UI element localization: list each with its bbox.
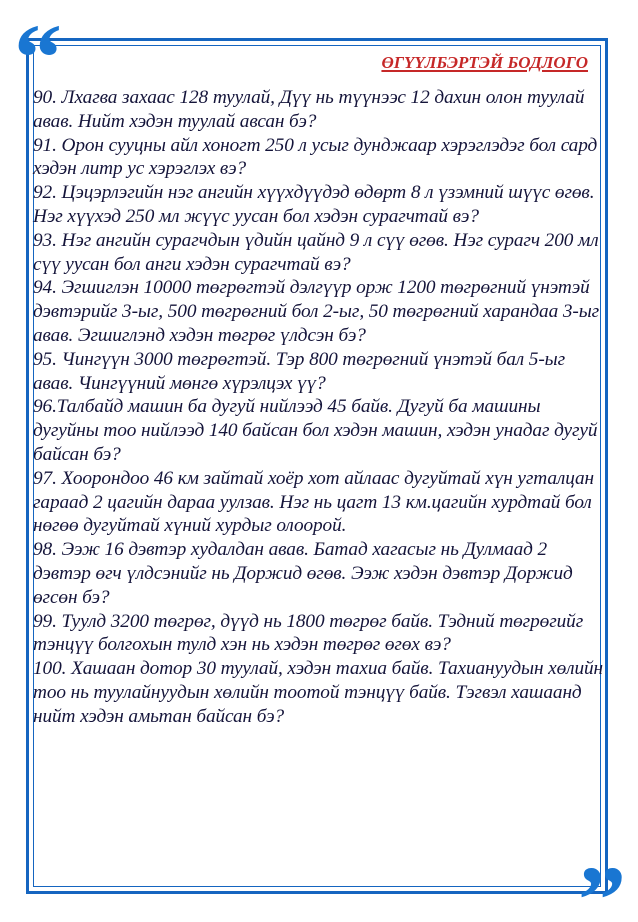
problem-list <box>33 86 605 729</box>
problem-96: 96.Талбайд машин ба дугуй нийлээд 45 байв. Дугуй ба машины дугуйны тоо нийлээд 140 байсан бол хэдэн машин, хэдэн унадаг дугуй байсан бэ? <box>33 396 598 465</box>
problem-90: 90. Лхагва захаас 128 туулай, Дүү нь түүнээс 12 дахин олон туулай авав. Нийт хэдэн туулай авсан бэ? <box>33 87 585 132</box>
problem-97: 97. Хоорондоо 46 км зайтай хоёр хот айлаас дугуйтай хүн угталцан гараад 2 цагийн дараа уулзав. Нэг нь цагт 13 км.цагийн хурдтай бол нөгөө дугуйтай хүний хурдыг олоорой. <box>33 467 594 537</box>
problem-91: 91. Орон сууцны айл хоногт 250 л усыг дунджаар хэрэглэдэг бол сард хэдэн литр ус хэрэглэх вэ? <box>33 134 598 180</box>
page-title: ӨГҮҮЛБЭРТЭЙ БОДЛОГО <box>381 53 588 72</box>
problem-93: 93. Нэг ангийн сурагчдын үдийн цайнд 9 л сүү өгөв. Нэг сурагч 200 мл сүү уусан бол анги хэдэн сурагчтай вэ? <box>33 229 599 275</box>
problem-94: 94. Эгшиглэн 10000 төгрөгтэй дэлгүүр орж 1200 төгрөгний үнэтэй дэвтэрийг 3-ыг, 500 төгрөгний бол 2-ыг, 50 төгрөгний харандаа 3-ыг авав. Эгшиглэнд хэдэн төгрөг үлдсэн бэ? <box>33 277 600 346</box>
problem-99: 99. Туулд 3200 төгрөг, дүүд нь 1800 төгрөг байв. Тэдний төгрөгийг тэнцүү болгохын тулд хэн нь хэдэн төгрөг өгөх вэ? <box>33 610 584 656</box>
problem-100: 100. Хашаан дотор 30 туулай, хэдэн тахиа байв. Тахиануудын хөлийн тоо нь туулайнуудын хөлийн тоотой тэнцүү байв. Тэгвэл хашаанд нийт хэдэн амьтан байсан бэ? <box>33 658 603 727</box>
open-quote-icon: “ <box>14 10 62 80</box>
problem-98: 98. Ээж 16 дэвтэр худалдан авав. Батад хагасыг нь Дулмаад 2 дэвтэр өгч үлдсэнийг нь Доржид өгөв. Ээж хэдэн дэвтэр Доржид өгсөн бэ? <box>33 539 573 608</box>
problem-92: 92. Цэцэрлэгийн нэг ангийн хүүхдүүдэд өдөрт 8 л үзэмний шүүс өгөв. Нэг хүүхэд 250 мл жүүс уусан бол хэдэн сурагчтай вэ? <box>33 182 595 227</box>
problem-95: 95. Чингүүн 3000 төгрөгтэй. Тэр 800 төгрөгний үнэтэй бал 5-ыг авав. Чингүүний мөнгө хүрэлцэх үү? <box>33 348 566 394</box>
close-quote-icon: ” <box>578 852 626 922</box>
